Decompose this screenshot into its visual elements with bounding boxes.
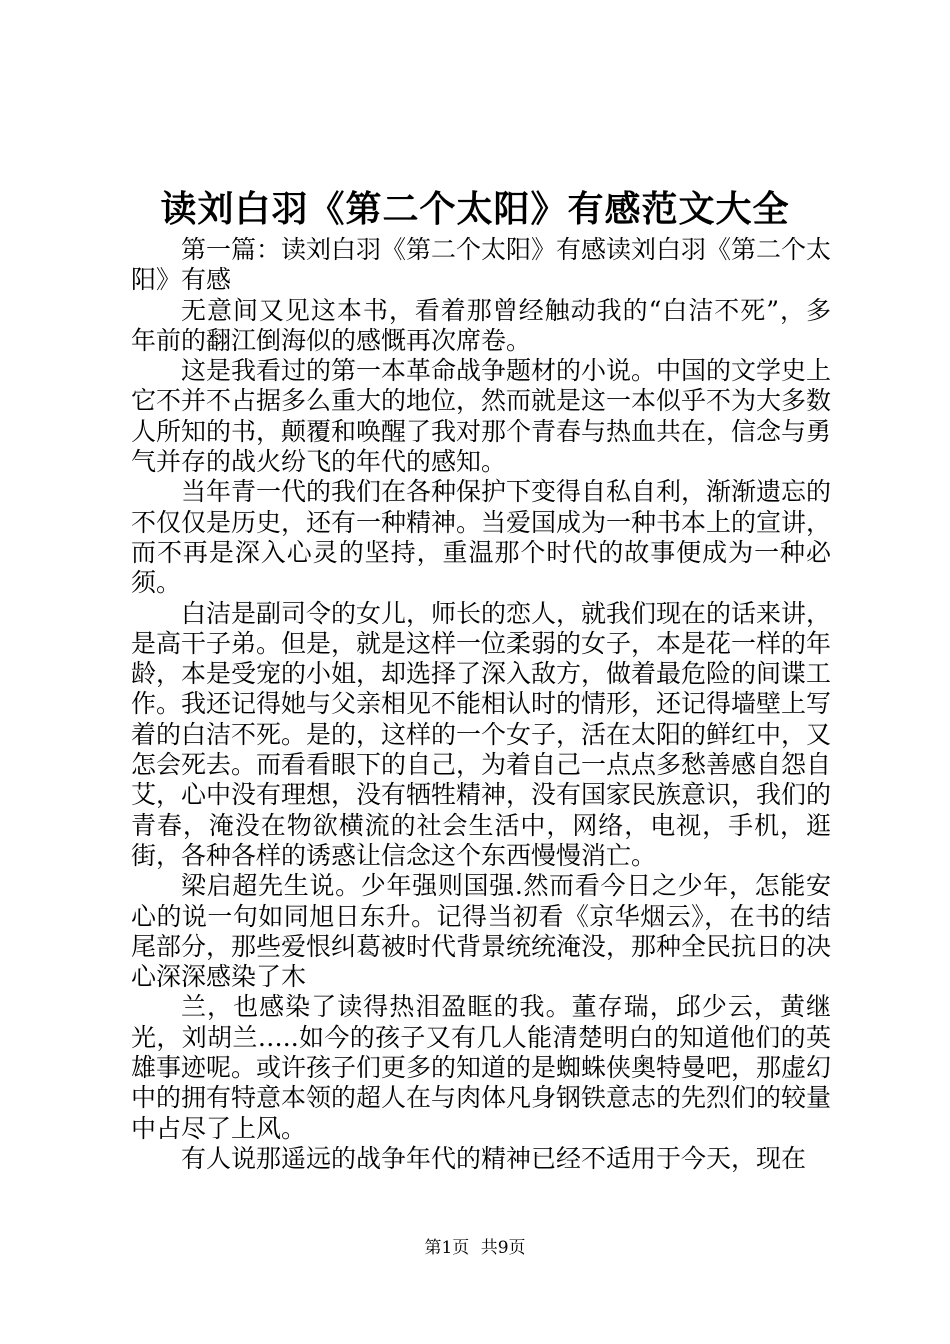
paragraph: 白洁是副司令的女儿，师长的恋人，就我们现在的话来讲，是高干子弟。但是，就是这样一位柔弱的女子，本是花一样的年龄，本是受宠的小姐，却选择了深入敌方，做着最危险的间谍工作。我还记得她与父亲相见不能相认时的情形，还记得墙壁上写着的白洁不死。是的，这样的一个女子，活在太阳的鲜红中，又怎会死去。而看看眼下的自己，为着自己一点点多愁善感自怨自艾，心中没有理想，没有牺牲精神，没有国家民族意识，我们的青春，淹没在物欲横流的社会生活中，网络，电视，手机，逛街，各种各样的诱惑让信念这个东西慢慢消亡。 bbox=[131, 598, 832, 870]
page-footer bbox=[0, 1236, 950, 1260]
paragraph: 第一篇：读刘白羽《第二个太阳》有感读刘白羽《第二个太阳》有感 bbox=[131, 235, 832, 295]
paragraph: 梁启超先生说。少年强则国强.然而看今日之少年，怎能安心的说一句如同旭日东升。记得当初看《京华烟云》，在书的结尾部分，那些爱恨纠葛被时代背景统统淹没，那种全民抗日的决心深深感染了木 bbox=[131, 871, 832, 992]
document-body bbox=[131, 235, 831, 1174]
page-total: 共9页 bbox=[480, 1238, 526, 1258]
paragraph: 有人说那遥远的战争年代的精神已经不适用于今天，现在 bbox=[181, 1143, 807, 1173]
paragraph: 这是我看过的第一本革命战争题材的小说。中国的文学史上它不并不占据多么重大的地位，然而就是这一本似乎不为大多数人所知的书，颠覆和唤醒了我对那个青春与热血共在，信念与勇气并存的战火纷飞的年代的感知。 bbox=[131, 356, 832, 477]
page-number: 第1页 bbox=[424, 1238, 470, 1258]
paragraph: 无意间又见这本书，看着那曾经触动我的“白洁不死”，多年前的翻江倒海似的感慨再次席卷。 bbox=[131, 295, 831, 355]
document-title: 读刘白羽《第二个太阳》有感范文大全 bbox=[160, 188, 790, 230]
paragraph: 兰，也感染了读得热泪盈眶的我。董存瑞，邱少云，黄继光，刘胡兰…..如今的孩子又有几人能清楚明白的知道他们的英雄事迹呢。或许孩子们更多的知道的是蜘蛛侠奥特曼吧，那虚幻中的拥有特意本领的超人在与肉体凡身钢铁意志的先烈们的较量中占尽了上风。 bbox=[131, 992, 832, 1143]
paragraph: 当年青一代的我们在各种保护下变得自私自利，渐渐遗忘的不仅仅是历史，还有一种精神。当爱国成为一种书本上的宣讲，而不再是深入心灵的坚持，重温那个时代的故事便成为一种必须。 bbox=[131, 477, 832, 598]
